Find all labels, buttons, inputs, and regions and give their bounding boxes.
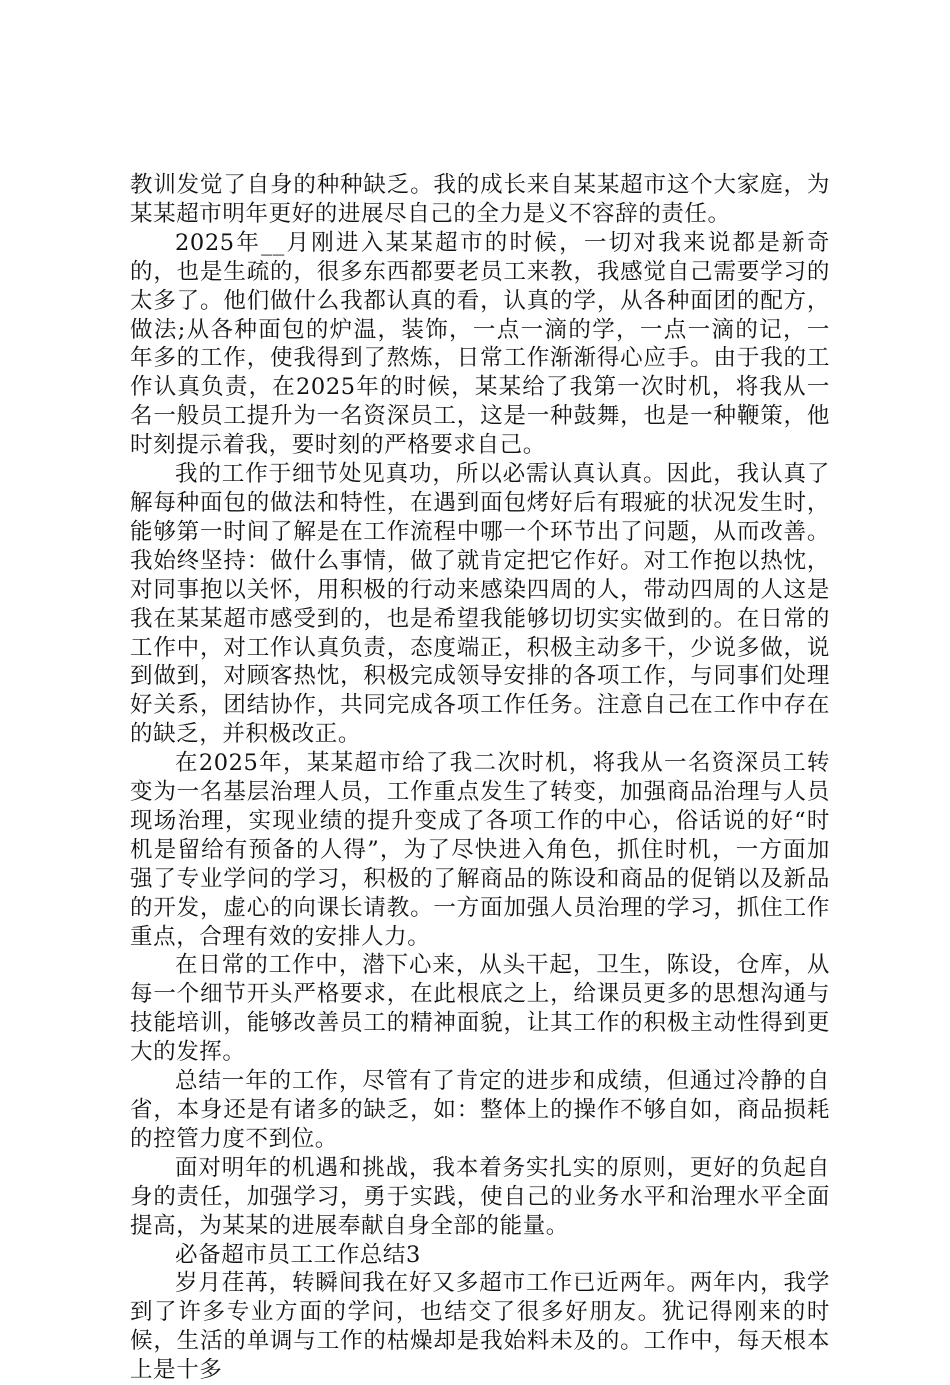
paragraph: 在日常的工作中，潜下心来，从头干起，卫生，陈设，仓库，从每一个细节开头严格要求，在此根底之上，给课员更多的思想沟通与技能培训，能够改善员工的精神面貌，让其工作的积极主动性得到更大的发挥。 xyxy=(130,952,830,1066)
paragraph: 面对明年的机遇和挑战，我本着务实扎实的原则，更好的负起自身的责任，加强学习，勇于实践，使自己的业务水平和治理水平全面提高，为某某的进展奉献自身全部的能量。 xyxy=(130,1154,830,1239)
paragraph: 我的工作于细节处见真功，所以必需认真认真。因此，我认真了解每种面包的做法和特性，在遇到面包烤好后有瑕疵的状况发生时，能够第一时间了解是在工作流程中哪一个环节出了问题，从而改善。我始终坚持：做什么事情，做了就肯定把它作好。对工作抱以热忱，对同事抱以关怀，用积极的行动来感染四周的人，带动四周的人这是我在某某超市感受到的，也是希望我能够切切实实做到的。在日常的工作中，对工作认真负责，态度端正，积极主动多干，少说多做，说到做到，对顾客热忱，积极完成领导安排的各项工作，与同事们处理好关系，团结协作，共同完成各项工作任务。注意自己在工作中存在的缺乏，并积极改正。 xyxy=(130,461,830,748)
section-heading: 必备超市员工工作总结3 xyxy=(175,1241,421,1268)
document-body xyxy=(130,171,830,1385)
paragraph-continued: 教训发觉了自身的种种缺乏。我的成长来自某某超市这个大家庭，为某某超市明年更好的进展尽自己的全力是义不容辞的责任。 xyxy=(130,172,830,227)
paragraph-truncated: 岁月荏苒，转瞬间我在好又多超市工作已近两年。两年内，我学到了许多专业方面的学问，也结交了很多好朋友。犹记得刚来的时候，生活的单调与工作的枯燥却是我始料未及的。工作中，每天根本上是十多 xyxy=(130,1270,830,1384)
paragraph: 总结一年的工作，尽管有了肯定的进步和成绩，但通过冷静的自省，本身还是有诸多的缺乏，如：整体上的操作不够自如，商品损耗的控管力度不到位。 xyxy=(130,1068,830,1152)
paragraph: 在2025年，某某超市给了我二次时机，将我从一名资深员工转变为一名基层治理人员，工作重点发生了转变，加强商品治理与人员现场治理，实现业绩的提升变成了各项工作的中心，俗话说的好“时机是留给有预备的人得”，为了尽快进入角色，抓住时机，一方面加强了专业学问的学习，积极的了解商品的陈设和商品的促销以及新品的开发，虚心的向课长请教。一方面加强人员治理的学习，抓住工作重点，合理有效的安排人力。 xyxy=(130,750,830,950)
paragraph: 2025年__月刚进入某某超市的时候，一切对我来说都是新奇的，也是生疏的，很多东西都要老员工来教，我感觉自己需要学习的太多了。他们做什么我都认真的看，认真的学，从各种面团的配方，做法;从各种面包的炉温，装饰，一点一滴的学，一点一滴的记，一年多的工作，使我得到了熬炼，日常工作渐渐得心应手。由于我的工作认真负责，在2025年的时候，某某给了我第一次时机，将我从一名一般员工提升为一名资深员工，这是一种鼓舞，也是一种鞭策，他时刻提示着我，要时刻的严格要求自己。 xyxy=(130,229,830,459)
